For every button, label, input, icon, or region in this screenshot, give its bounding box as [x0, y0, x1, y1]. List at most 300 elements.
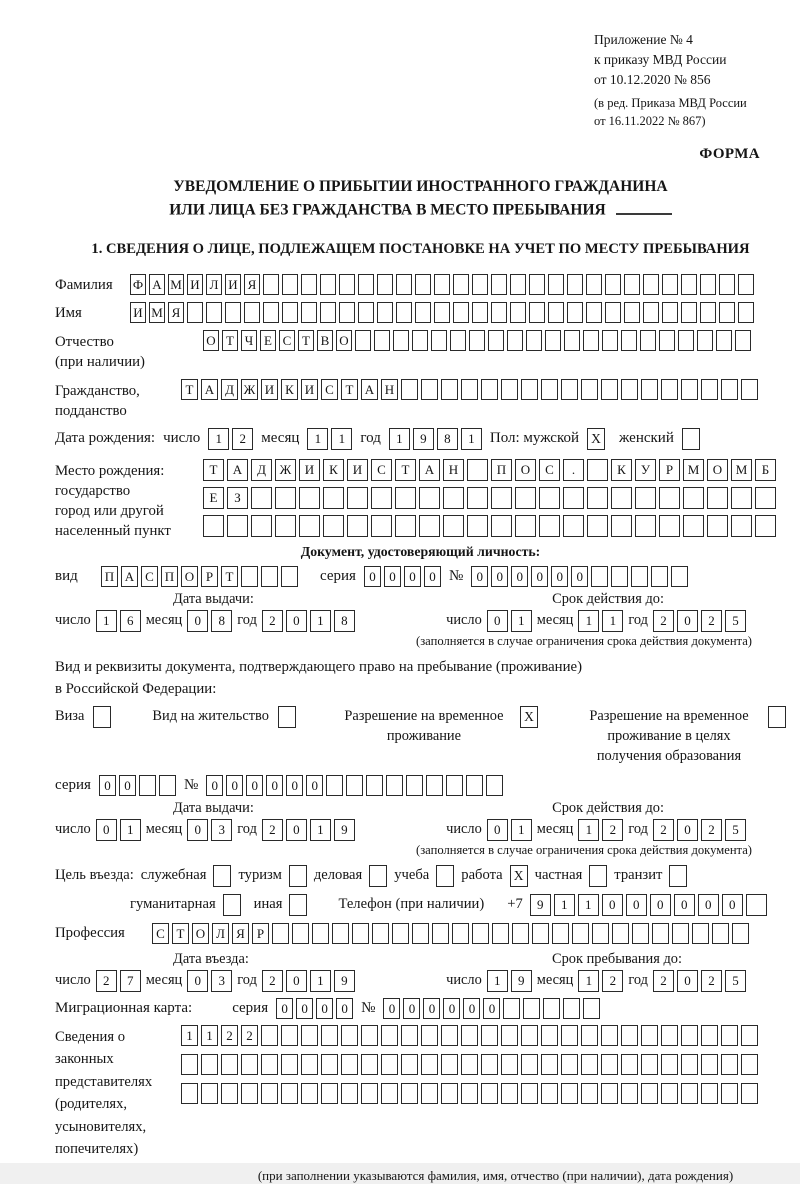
char-box[interactable]: [469, 330, 485, 351]
char-box[interactable]: Я: [168, 302, 184, 323]
char-box[interactable]: [541, 1083, 558, 1104]
char-box[interactable]: [523, 998, 540, 1019]
char-box[interactable]: [541, 379, 558, 400]
char-box[interactable]: О: [181, 566, 198, 587]
char-box[interactable]: [662, 302, 678, 323]
char-box[interactable]: А: [419, 459, 440, 481]
char-box[interactable]: 0: [483, 998, 500, 1019]
char-box[interactable]: [635, 515, 656, 537]
char-box[interactable]: [201, 1083, 218, 1104]
char-box[interactable]: X: [587, 428, 605, 450]
char-box[interactable]: О: [707, 459, 728, 481]
char-box[interactable]: [612, 923, 629, 944]
char-box[interactable]: [339, 302, 355, 323]
char-box[interactable]: [741, 1083, 758, 1104]
char-box[interactable]: А: [227, 459, 248, 481]
char-box[interactable]: 0: [722, 894, 743, 916]
entry-year-input[interactable]: [262, 970, 355, 992]
char-box[interactable]: [755, 515, 776, 537]
char-box[interactable]: [659, 487, 680, 509]
char-box[interactable]: [681, 302, 697, 323]
purpose-other-checkbox[interactable]: [289, 894, 307, 916]
char-box[interactable]: [643, 302, 659, 323]
char-box[interactable]: [434, 302, 450, 323]
char-box[interactable]: [321, 1054, 338, 1075]
char-box[interactable]: Р: [252, 923, 269, 944]
char-box[interactable]: [441, 1054, 458, 1075]
char-box[interactable]: 0: [246, 775, 263, 796]
char-box[interactable]: 2: [653, 610, 674, 632]
char-box[interactable]: [741, 1025, 758, 1046]
char-box[interactable]: [323, 515, 344, 537]
char-box[interactable]: В: [317, 330, 333, 351]
char-box[interactable]: [461, 1025, 478, 1046]
char-box[interactable]: О: [336, 330, 352, 351]
char-box[interactable]: 1: [578, 610, 599, 632]
char-box[interactable]: [539, 487, 560, 509]
char-box[interactable]: [371, 487, 392, 509]
char-box[interactable]: К: [323, 459, 344, 481]
char-box[interactable]: 0: [96, 819, 117, 841]
legal-representatives-input-row3[interactable]: [181, 1083, 758, 1104]
char-box[interactable]: 0: [266, 775, 283, 796]
char-box[interactable]: [581, 1054, 598, 1075]
char-box[interactable]: [346, 775, 363, 796]
char-box[interactable]: [481, 1025, 498, 1046]
char-box[interactable]: [372, 923, 389, 944]
char-box[interactable]: 1: [487, 970, 508, 992]
char-box[interactable]: [643, 274, 659, 295]
entry-month-input[interactable]: [187, 970, 232, 992]
char-box[interactable]: [552, 923, 569, 944]
sex-male-checkbox[interactable]: [587, 428, 605, 450]
char-box[interactable]: 1: [602, 610, 623, 632]
char-box[interactable]: С: [279, 330, 295, 351]
char-box[interactable]: [320, 274, 336, 295]
char-box[interactable]: З: [227, 487, 248, 509]
char-box[interactable]: [768, 706, 786, 728]
char-box[interactable]: [289, 894, 307, 916]
char-box[interactable]: 0: [336, 998, 353, 1019]
char-box[interactable]: [721, 1083, 738, 1104]
char-box[interactable]: [339, 274, 355, 295]
temp-residence-checkbox[interactable]: [520, 706, 538, 728]
char-box[interactable]: [261, 1054, 278, 1075]
char-box[interactable]: [181, 1054, 198, 1075]
char-box[interactable]: [624, 274, 640, 295]
patronymic-input[interactable]: [203, 330, 751, 351]
char-box[interactable]: [321, 1025, 338, 1046]
char-box[interactable]: [521, 1054, 538, 1075]
birth-day-input[interactable]: [208, 428, 253, 450]
char-box[interactable]: [446, 775, 463, 796]
char-box[interactable]: [352, 923, 369, 944]
char-box[interactable]: 0: [119, 775, 136, 796]
char-box[interactable]: [501, 1054, 518, 1075]
char-box[interactable]: Т: [341, 379, 358, 400]
char-box[interactable]: 2: [602, 819, 623, 841]
char-box[interactable]: 0: [443, 998, 460, 1019]
char-box[interactable]: [301, 1054, 318, 1075]
char-box[interactable]: Е: [260, 330, 276, 351]
char-box[interactable]: [434, 274, 450, 295]
char-box[interactable]: [732, 923, 749, 944]
char-box[interactable]: 1: [310, 970, 331, 992]
char-box[interactable]: [358, 274, 374, 295]
birth-year-input[interactable]: [389, 428, 482, 450]
char-box[interactable]: 0: [187, 610, 208, 632]
char-box[interactable]: 1: [181, 1025, 198, 1046]
entry-day-input[interactable]: [96, 970, 141, 992]
char-box[interactable]: 1: [578, 970, 599, 992]
char-box[interactable]: [541, 1025, 558, 1046]
visa-checkbox[interactable]: [93, 706, 111, 728]
char-box[interactable]: [719, 302, 735, 323]
char-box[interactable]: [755, 487, 776, 509]
char-box[interactable]: [641, 1083, 658, 1104]
char-box[interactable]: [545, 330, 561, 351]
char-box[interactable]: [501, 1025, 518, 1046]
char-box[interactable]: 2: [232, 428, 253, 450]
char-box[interactable]: [261, 566, 278, 587]
char-box[interactable]: Р: [201, 566, 218, 587]
char-box[interactable]: [563, 487, 584, 509]
char-box[interactable]: [738, 302, 754, 323]
char-box[interactable]: С: [152, 923, 169, 944]
char-box[interactable]: И: [130, 302, 146, 323]
char-box[interactable]: Д: [251, 459, 272, 481]
char-box[interactable]: [312, 923, 329, 944]
char-box[interactable]: 1: [331, 428, 352, 450]
char-box[interactable]: А: [149, 274, 165, 295]
char-box[interactable]: [611, 566, 628, 587]
char-box[interactable]: [241, 1054, 258, 1075]
char-box[interactable]: Т: [298, 330, 314, 351]
char-box[interactable]: 8: [437, 428, 458, 450]
char-box[interactable]: 0: [471, 566, 488, 587]
identity-valid-day-input[interactable]: [487, 610, 532, 632]
char-box[interactable]: [621, 379, 638, 400]
char-box[interactable]: С: [371, 459, 392, 481]
char-box[interactable]: 3: [211, 970, 232, 992]
char-box[interactable]: 0: [276, 998, 293, 1019]
birth-place-input-row3[interactable]: [203, 515, 776, 537]
char-box[interactable]: [605, 274, 621, 295]
char-box[interactable]: [488, 330, 504, 351]
char-box[interactable]: И: [187, 274, 203, 295]
char-box[interactable]: [512, 923, 529, 944]
char-box[interactable]: А: [121, 566, 138, 587]
char-box[interactable]: [738, 274, 754, 295]
char-box[interactable]: [93, 706, 111, 728]
char-box[interactable]: [366, 775, 383, 796]
char-box[interactable]: О: [515, 459, 536, 481]
char-box[interactable]: [632, 923, 649, 944]
char-box[interactable]: [472, 274, 488, 295]
char-box[interactable]: [401, 379, 418, 400]
char-box[interactable]: [701, 1054, 718, 1075]
char-box[interactable]: [741, 379, 758, 400]
char-box[interactable]: [641, 1025, 658, 1046]
stay-month-input[interactable]: [578, 970, 623, 992]
char-box[interactable]: [453, 274, 469, 295]
char-box[interactable]: Т: [181, 379, 198, 400]
char-box[interactable]: [241, 566, 258, 587]
char-box[interactable]: [659, 515, 680, 537]
name-input[interactable]: [130, 302, 754, 323]
char-box[interactable]: [241, 1083, 258, 1104]
char-box[interactable]: И: [261, 379, 278, 400]
char-box[interactable]: 1: [578, 819, 599, 841]
residence-series-input[interactable]: [99, 775, 176, 796]
char-box[interactable]: [281, 1054, 298, 1075]
char-box[interactable]: [467, 515, 488, 537]
char-box[interactable]: 2: [96, 970, 117, 992]
char-box[interactable]: [641, 379, 658, 400]
char-box[interactable]: [621, 330, 637, 351]
char-box[interactable]: [611, 515, 632, 537]
char-box[interactable]: [539, 515, 560, 537]
char-box[interactable]: [521, 379, 538, 400]
char-box[interactable]: 0: [423, 998, 440, 1019]
char-box[interactable]: [661, 1025, 678, 1046]
char-box[interactable]: [586, 302, 602, 323]
char-box[interactable]: [299, 487, 320, 509]
char-box[interactable]: [419, 487, 440, 509]
char-box[interactable]: [421, 1083, 438, 1104]
char-box[interactable]: Т: [172, 923, 189, 944]
char-box[interactable]: [611, 487, 632, 509]
char-box[interactable]: 2: [221, 1025, 238, 1046]
char-box[interactable]: [529, 302, 545, 323]
char-box[interactable]: К: [281, 379, 298, 400]
char-box[interactable]: [203, 515, 224, 537]
char-box[interactable]: 1: [511, 610, 532, 632]
char-box[interactable]: [261, 1025, 278, 1046]
char-box[interactable]: 5: [725, 970, 746, 992]
char-box[interactable]: [412, 330, 428, 351]
char-box[interactable]: 0: [650, 894, 671, 916]
char-box[interactable]: [621, 1025, 638, 1046]
char-box[interactable]: [395, 487, 416, 509]
char-box[interactable]: 1: [201, 1025, 218, 1046]
char-box[interactable]: [441, 1083, 458, 1104]
char-box[interactable]: [401, 1025, 418, 1046]
char-box[interactable]: [481, 379, 498, 400]
char-box[interactable]: 1: [307, 428, 328, 450]
char-box[interactable]: [347, 487, 368, 509]
char-box[interactable]: А: [361, 379, 378, 400]
char-box[interactable]: [412, 923, 429, 944]
char-box[interactable]: [361, 1083, 378, 1104]
char-box[interactable]: [719, 274, 735, 295]
char-box[interactable]: [681, 1054, 698, 1075]
char-box[interactable]: [587, 487, 608, 509]
char-box[interactable]: [701, 1083, 718, 1104]
char-box[interactable]: [374, 330, 390, 351]
char-box[interactable]: 0: [424, 566, 441, 587]
char-box[interactable]: П: [491, 459, 512, 481]
char-box[interactable]: 2: [653, 819, 674, 841]
char-box[interactable]: [701, 379, 718, 400]
char-box[interactable]: [244, 302, 260, 323]
char-box[interactable]: Р: [659, 459, 680, 481]
char-box[interactable]: [532, 923, 549, 944]
purpose-transit-checkbox[interactable]: [669, 865, 687, 887]
char-box[interactable]: 2: [701, 819, 722, 841]
stay-day-input[interactable]: [487, 970, 532, 992]
char-box[interactable]: [501, 1083, 518, 1104]
char-box[interactable]: [561, 1025, 578, 1046]
char-box[interactable]: [263, 274, 279, 295]
char-box[interactable]: [741, 1054, 758, 1075]
char-box[interactable]: [320, 302, 336, 323]
char-box[interactable]: Л: [206, 274, 222, 295]
char-box[interactable]: 0: [677, 610, 698, 632]
identity-issue-month-input[interactable]: [187, 610, 232, 632]
char-box[interactable]: [139, 775, 156, 796]
residence-number-input[interactable]: [206, 775, 503, 796]
char-box[interactable]: [583, 998, 600, 1019]
char-box[interactable]: 1: [120, 819, 141, 841]
char-box[interactable]: [275, 515, 296, 537]
char-box[interactable]: 0: [677, 819, 698, 841]
char-box[interactable]: 2: [701, 610, 722, 632]
char-box[interactable]: [421, 1054, 438, 1075]
char-box[interactable]: М: [168, 274, 184, 295]
char-box[interactable]: 0: [487, 819, 508, 841]
char-box[interactable]: [332, 923, 349, 944]
char-box[interactable]: Т: [395, 459, 416, 481]
char-box[interactable]: [548, 274, 564, 295]
char-box[interactable]: М: [149, 302, 165, 323]
char-box[interactable]: [361, 1054, 378, 1075]
char-box[interactable]: [716, 330, 732, 351]
char-box[interactable]: [369, 865, 387, 887]
profession-input[interactable]: [152, 923, 749, 944]
char-box[interactable]: [682, 428, 700, 450]
birth-place-input-row2[interactable]: [203, 487, 776, 509]
char-box[interactable]: [292, 923, 309, 944]
char-box[interactable]: [681, 379, 698, 400]
birth-place-input-row1[interactable]: [203, 459, 776, 481]
char-box[interactable]: [341, 1083, 358, 1104]
char-box[interactable]: [251, 487, 272, 509]
char-box[interactable]: 1: [578, 894, 599, 916]
char-box[interactable]: [501, 379, 518, 400]
char-box[interactable]: [510, 274, 526, 295]
char-box[interactable]: [472, 923, 489, 944]
purpose-official-checkbox[interactable]: [213, 865, 231, 887]
char-box[interactable]: [515, 487, 536, 509]
char-box[interactable]: [640, 330, 656, 351]
char-box[interactable]: [386, 775, 403, 796]
char-box[interactable]: 0: [99, 775, 116, 796]
char-box[interactable]: К: [611, 459, 632, 481]
char-box[interactable]: [592, 923, 609, 944]
char-box[interactable]: И: [299, 459, 320, 481]
doc-kind-input[interactable]: [101, 566, 298, 587]
char-box[interactable]: [358, 302, 374, 323]
char-box[interactable]: [669, 865, 687, 887]
char-box[interactable]: [701, 1025, 718, 1046]
char-box[interactable]: [661, 1054, 678, 1075]
char-box[interactable]: [581, 1083, 598, 1104]
char-box[interactable]: С: [321, 379, 338, 400]
legal-representatives-input-row1[interactable]: [181, 1025, 758, 1046]
char-box[interactable]: [461, 1054, 478, 1075]
sex-female-checkbox[interactable]: [682, 428, 700, 450]
char-box[interactable]: 0: [487, 610, 508, 632]
char-box[interactable]: [281, 566, 298, 587]
identity-valid-year-input[interactable]: [653, 610, 746, 632]
purpose-study-checkbox[interactable]: [436, 865, 454, 887]
identity-valid-month-input[interactable]: [578, 610, 623, 632]
char-box[interactable]: [321, 1083, 338, 1104]
char-box[interactable]: [301, 1083, 318, 1104]
char-box[interactable]: 2: [262, 610, 283, 632]
char-box[interactable]: [355, 330, 371, 351]
char-box[interactable]: 0: [286, 970, 307, 992]
char-box[interactable]: [561, 1083, 578, 1104]
char-box[interactable]: 0: [463, 998, 480, 1019]
char-box[interactable]: О: [203, 330, 219, 351]
char-box[interactable]: 0: [206, 775, 223, 796]
char-box[interactable]: [492, 923, 509, 944]
char-box[interactable]: [529, 274, 545, 295]
char-box[interactable]: [251, 515, 272, 537]
char-box[interactable]: [206, 302, 222, 323]
char-box[interactable]: [700, 302, 716, 323]
char-box[interactable]: Н: [443, 459, 464, 481]
char-box[interactable]: 9: [334, 819, 355, 841]
char-box[interactable]: [581, 379, 598, 400]
char-box[interactable]: [453, 302, 469, 323]
char-box[interactable]: Б: [755, 459, 776, 481]
temp-residence-education-checkbox[interactable]: [768, 706, 786, 728]
char-box[interactable]: [635, 487, 656, 509]
char-box[interactable]: [401, 1054, 418, 1075]
char-box[interactable]: [361, 1025, 378, 1046]
char-box[interactable]: 2: [241, 1025, 258, 1046]
char-box[interactable]: [221, 1054, 238, 1075]
char-box[interactable]: [583, 330, 599, 351]
char-box[interactable]: 7: [120, 970, 141, 992]
char-box[interactable]: 1: [96, 610, 117, 632]
char-box[interactable]: [605, 302, 621, 323]
char-box[interactable]: [347, 515, 368, 537]
char-box[interactable]: [227, 515, 248, 537]
char-box[interactable]: [541, 1054, 558, 1075]
char-box[interactable]: [472, 302, 488, 323]
phone-input[interactable]: [530, 894, 767, 916]
char-box[interactable]: [421, 1025, 438, 1046]
char-box[interactable]: 0: [674, 894, 695, 916]
identity-issue-year-input[interactable]: [262, 610, 355, 632]
char-box[interactable]: О: [192, 923, 209, 944]
char-box[interactable]: У: [635, 459, 656, 481]
char-box[interactable]: [721, 379, 738, 400]
char-box[interactable]: [467, 459, 488, 481]
char-box[interactable]: Ф: [130, 274, 146, 295]
char-box[interactable]: [461, 379, 478, 400]
char-box[interactable]: [641, 1054, 658, 1075]
char-box[interactable]: 9: [413, 428, 434, 450]
char-box[interactable]: [450, 330, 466, 351]
char-box[interactable]: [521, 1025, 538, 1046]
char-box[interactable]: 9: [511, 970, 532, 992]
char-box[interactable]: [421, 379, 438, 400]
